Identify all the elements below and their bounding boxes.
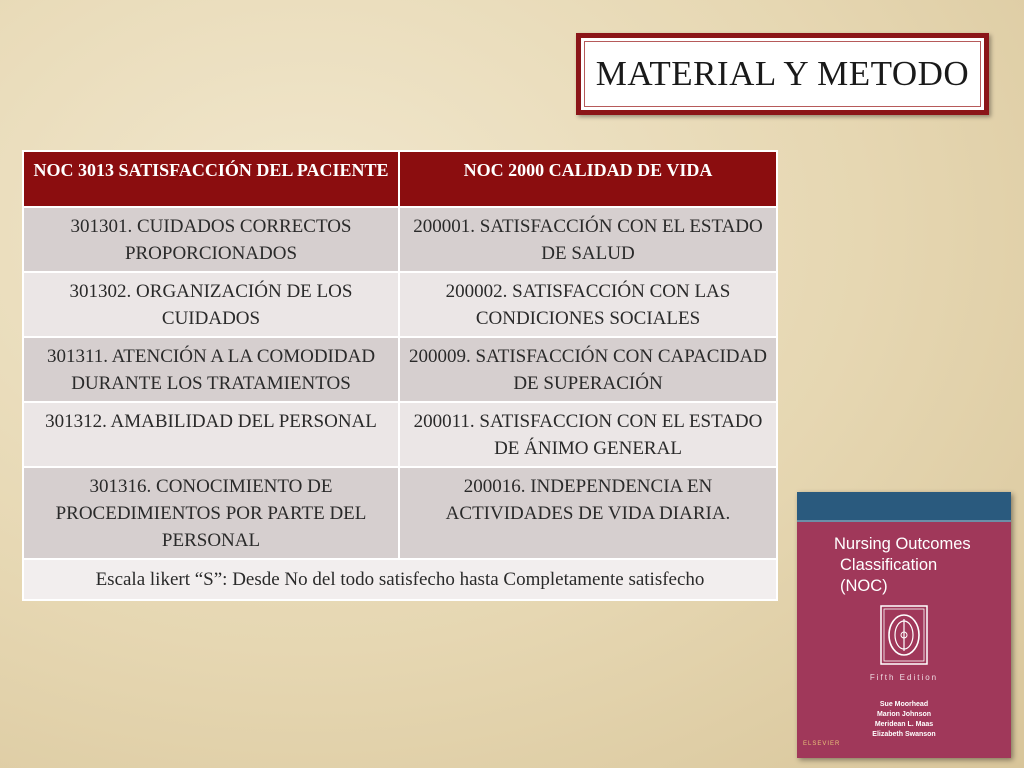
publisher-logo: ELSEVIER bbox=[803, 741, 841, 747]
table-cell: 301311. ATENCIÓN A LA COMODIDAD DURANTE LOS TRATAMIENTOS bbox=[23, 337, 399, 402]
noc-book-cover bbox=[797, 492, 1011, 758]
slide-title: MATERIAL Y METODO bbox=[595, 54, 970, 93]
book-title bbox=[834, 534, 1011, 597]
table-header-row bbox=[23, 151, 777, 207]
table-header-cell: NOC 2000 CALIDAD DE VIDA bbox=[399, 151, 777, 207]
book-title-line: (NOC) bbox=[840, 577, 888, 595]
table-footer-row bbox=[23, 559, 777, 600]
table-cell: 200002. SATISFACCIÓN CON LAS CONDICIONES SOCIALES bbox=[399, 272, 777, 337]
table-cell: 301302. ORGANIZACIÓN DE LOS CUIDADOS bbox=[23, 272, 399, 337]
book-edition: Fifth Edition bbox=[869, 673, 939, 682]
noc-logo-icon bbox=[880, 605, 928, 665]
noc-table bbox=[22, 150, 778, 601]
likert-scale-note: Escala likert “S”: Desde No del todo satisfecho hasta Completamente satisfecho bbox=[23, 559, 777, 600]
table-row bbox=[23, 337, 777, 402]
book-author: Elizabeth Swanson bbox=[872, 731, 936, 738]
table-cell: 200016. INDEPENDENCIA EN ACTIVIDADES DE VIDA DIARIA. bbox=[399, 467, 777, 559]
table-row bbox=[23, 207, 777, 272]
table-cell: 200011. SATISFACCION CON EL ESTADO DE ÁNIMO GENERAL bbox=[399, 402, 777, 467]
book-top-band bbox=[797, 492, 1011, 522]
book-title-line: Classification bbox=[840, 556, 938, 574]
table-row bbox=[23, 272, 777, 337]
book-author: Marion Johnson bbox=[876, 711, 932, 718]
book-authors bbox=[797, 700, 1011, 740]
book-title-line: Nursing Outcomes bbox=[834, 535, 971, 553]
table-header-cell: NOC 3013 SATISFACCIÓN DEL PACIENTE bbox=[23, 151, 399, 207]
book-author: Meridean L. Maas bbox=[874, 721, 934, 728]
table-cell: 301316. CONOCIMIENTO DE PROCEDIMIENTOS POR PARTE DEL PERSONAL bbox=[23, 467, 399, 559]
table-row bbox=[23, 402, 777, 467]
slide-title-box bbox=[576, 33, 989, 115]
table-cell: 301301. CUIDADOS CORRECTOS PROPORCIONADOS bbox=[23, 207, 399, 272]
table-cell: 200001. SATISFACCIÓN CON EL ESTADO DE SALUD bbox=[399, 207, 777, 272]
table-cell: 301312. AMABILIDAD DEL PERSONAL bbox=[23, 402, 399, 467]
table-row bbox=[23, 467, 777, 559]
book-author: Sue Moorhead bbox=[879, 701, 929, 708]
table-cell: 200009. SATISFACCIÓN CON CAPACIDAD DE SUPERACIÓN bbox=[399, 337, 777, 402]
